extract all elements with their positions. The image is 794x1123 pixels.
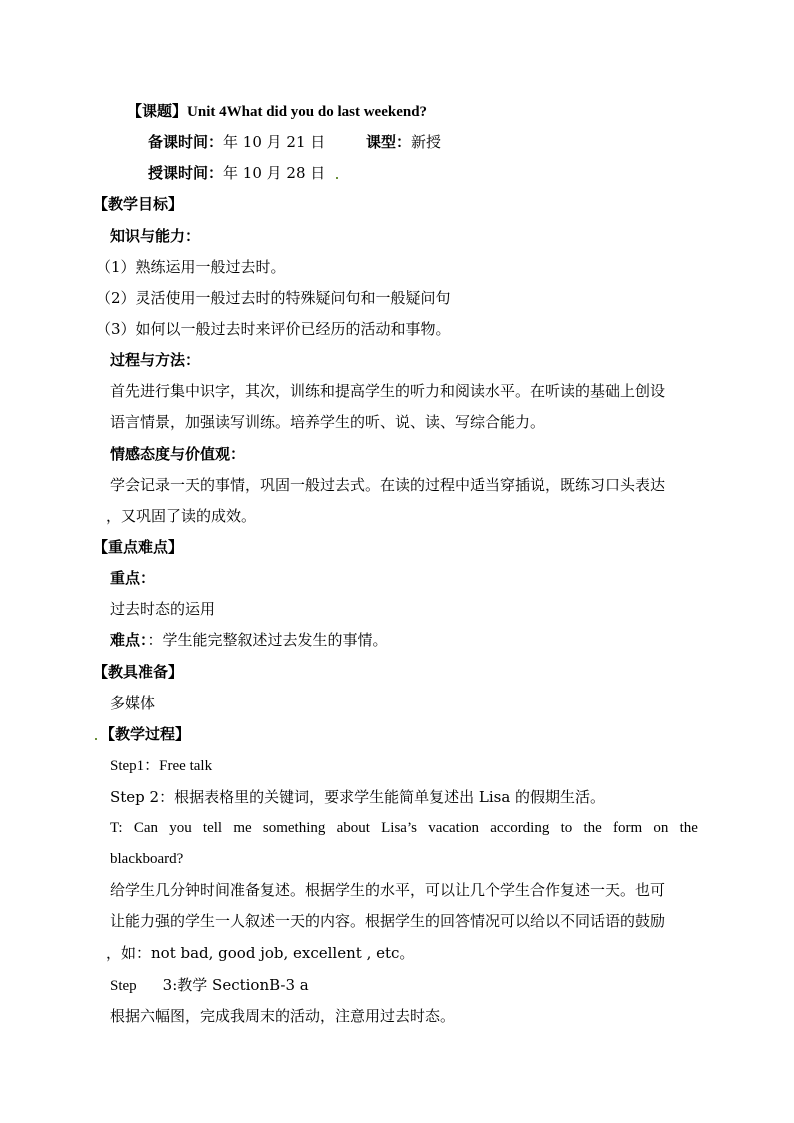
difficult-point-text: ：学生能完整叙述过去发生的事情。 — [147, 631, 388, 649]
knowledge-heading: 知识与能力： — [110, 227, 201, 245]
question-word: according — [490, 820, 550, 836]
teach-time-label: 授课时间： — [148, 164, 224, 182]
process-paragraph-line: ，如：not bad, good job, excellent , etc。 — [106, 944, 415, 962]
materials-heading: 【教具准备】 — [93, 663, 184, 681]
prep-time-label: 备课时间： — [148, 133, 224, 151]
step1-text: Step1：Free talk — [110, 758, 213, 774]
objectives-heading: 【教学目标】 — [93, 195, 184, 213]
prep-time-line — [148, 132, 325, 152]
emotion-heading: 情感态度与价值观： — [110, 445, 246, 463]
question-word: Can — [133, 820, 158, 836]
question-word: T: — [110, 820, 123, 836]
difficult-point-label: 难点： — [110, 631, 148, 649]
question-word: something — [262, 820, 326, 836]
lesson-type-line — [366, 132, 441, 152]
stray-dot-mark — [95, 738, 97, 740]
emotion-text: 学会记录一天的事情，巩固一般过去式。在读的过程中适当穿插说，既练习口头表达 — [110, 476, 666, 494]
question-word: the — [583, 820, 602, 836]
step3-label: Step — [110, 978, 137, 994]
key-point-label: 重点： — [110, 569, 156, 587]
question-word: the — [679, 820, 698, 836]
question-word: me — [233, 820, 252, 836]
teach-time-line — [148, 163, 325, 183]
process-paragraph-line: 让能力强的学生一人叙述一天的内容。根据学生的回答情况可以给以不同话语的鼓励 — [110, 912, 666, 930]
lesson-type-value: 新授 — [411, 133, 442, 151]
process-heading: 【教学过程】 — [100, 725, 191, 743]
process-method-text: 首先进行集中识字，其次，训练和提高学生的听力和阅读水平。在听读的基础上创设 — [110, 382, 666, 400]
key-points-heading: 【重点难点】 — [93, 538, 184, 556]
step3-text: 3:教学 SectionB-3 a — [162, 976, 309, 994]
objective-item: （3）如何以一般过去时来评价已经历的活动和事物。 — [96, 320, 451, 338]
title-bracket: 【课题】 — [127, 102, 188, 120]
question-word: Lisa’s — [381, 820, 417, 836]
objective-item: （2）灵活使用一般过去时的特殊疑问句和一般疑问句 — [96, 289, 451, 307]
lesson-title: Unit 4What did you do last weekend? — [187, 104, 428, 120]
process-paragraph-line: 给学生几分钟时间准备复述。根据学生的水平，可以让几个学生合作复述一天。也可 — [110, 881, 666, 899]
process-method-text: 语言情景，加强读写训练。培养学生的听、说、读、写综合能力。 — [110, 413, 546, 431]
title-line — [127, 101, 427, 121]
teacher-question-line — [110, 818, 698, 838]
stray-dot-mark — [336, 177, 338, 179]
lesson-type-label: 课型： — [366, 133, 412, 151]
step3-detail: 根据六幅图，完成我周末的活动，注意用过去时态。 — [110, 1007, 456, 1025]
question-word: form — [613, 820, 643, 836]
question-word: vacation — [428, 820, 479, 836]
teach-time-value: 年 10 月 28 日 — [223, 164, 326, 182]
materials-text: 多媒体 — [110, 694, 156, 712]
prep-time-value: 年 10 月 21 日 — [223, 133, 326, 151]
teacher-question-end: blackboard? — [110, 851, 184, 867]
question-word: to — [560, 820, 573, 836]
question-word: tell — [202, 820, 223, 836]
process-method-heading: 过程与方法： — [110, 351, 201, 369]
objective-item: （1）熟练运用一般过去时。 — [96, 258, 286, 276]
step3-line — [110, 975, 309, 995]
question-word: on — [653, 820, 669, 836]
emotion-text: ，又巩固了读的成效。 — [106, 507, 257, 525]
question-word: about — [336, 820, 370, 836]
key-point-text: 过去时态的运用 — [110, 600, 216, 618]
step2-text: Step 2：根据表格里的关键词，要求学生能简单复述出 Lisa 的假期生活。 — [110, 788, 606, 806]
difficult-point-line — [110, 630, 388, 650]
question-word: you — [169, 820, 192, 836]
